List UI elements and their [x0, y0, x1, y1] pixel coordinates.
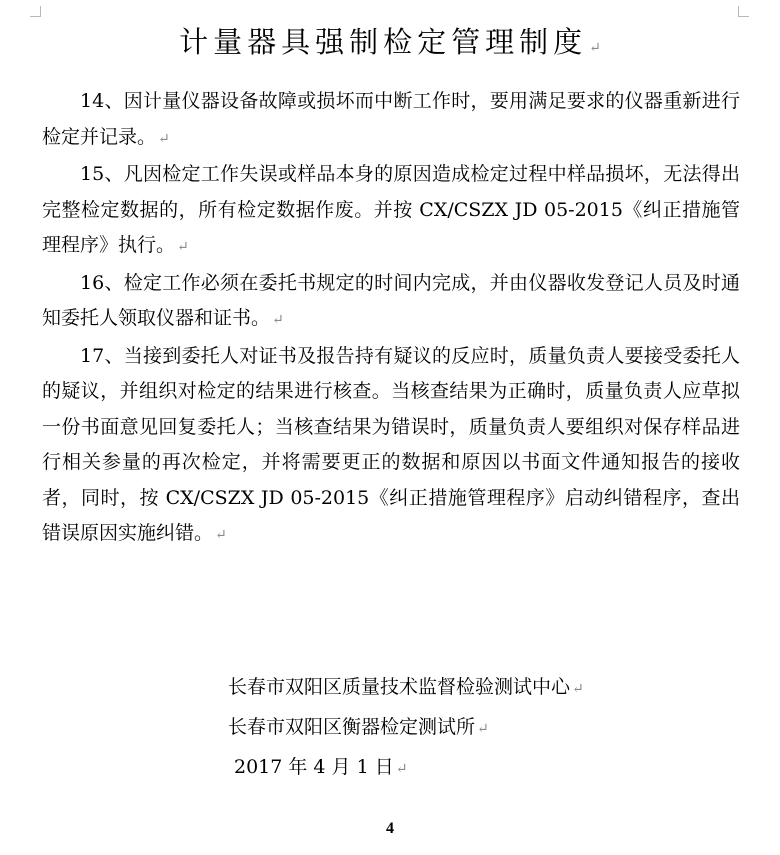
document-body[interactable]	[42, 84, 740, 554]
signature-date-text[interactable]: 2017 年 4 月 1 日	[234, 756, 394, 778]
paragraph-mark-icon: ↵	[589, 40, 601, 56]
paragraph-mark-icon: ↵	[395, 761, 408, 777]
signature-date[interactable]	[228, 748, 584, 788]
signature-org-1-text[interactable]: 长春市双阳区质量技术监督检验测试中心	[228, 676, 571, 698]
crop-mark-top-right	[738, 6, 749, 17]
paragraph-text[interactable]: 16、检定工作必须在委托书规定的时间内完成，并由仪器收发登记人员及时通知委托人领取仪器和证书。	[42, 271, 740, 329]
paragraph-mark-icon: ↵	[215, 527, 227, 543]
paragraph-17[interactable]	[42, 339, 740, 554]
paragraph-15[interactable]	[42, 157, 740, 266]
paragraph-mark-icon: ↵	[177, 239, 189, 255]
signature-org-2-text[interactable]: 长春市双阳区衡器检定测试所	[228, 716, 476, 738]
document-title[interactable]	[0, 22, 780, 68]
paragraph-14[interactable]	[42, 84, 740, 157]
signature-block	[228, 668, 584, 788]
paragraph-mark-icon: ↵	[572, 681, 584, 697]
paragraph-16[interactable]	[42, 266, 740, 339]
crop-mark-top-left	[30, 6, 41, 17]
signature-org-1[interactable]	[228, 668, 584, 708]
document-title-text[interactable]: 计量器具强制检定管理制度	[179, 25, 588, 59]
paragraph-text[interactable]: 15、凡因检定工作失误或样品本身的原因造成检定过程中样品损坏，无法得出完整检定数据的，所有检定数据作废。并按 CX/CSZX JD 05-2015《纠正措施管理程序》执行。	[42, 163, 740, 256]
paragraph-mark-icon: ↵	[272, 312, 284, 328]
paragraph-mark-icon: ↵	[477, 721, 489, 737]
paragraph-mark-icon: ↵	[158, 130, 170, 147]
page-number: 4	[386, 820, 394, 837]
signature-org-2[interactable]	[228, 708, 584, 748]
paragraph-text[interactable]: 17、当接到委托人对证书及报告持有疑议的反应时，质量负责人要接受委托人的疑议，并组织对检定的结果进行核查。当核查结果为正确时，质量负责人应草拟一份书面意见回复委托人；当核查结果为错误时，质量负责人要组织对保存样品进行相关参量的再次检定，并将需要更正的数据和原因以书面文件通知报告的接收者，同时，按 CX/CSZX JD 05-2015《纠正措施管理程序》启动纠错程序，查出错误原因实施纠错。	[42, 344, 740, 544]
paragraph-text[interactable]: 14、因计量仪器设备故障或损坏而中断工作时，要用满足要求的仪器重新进行检定并记录。	[42, 90, 740, 148]
